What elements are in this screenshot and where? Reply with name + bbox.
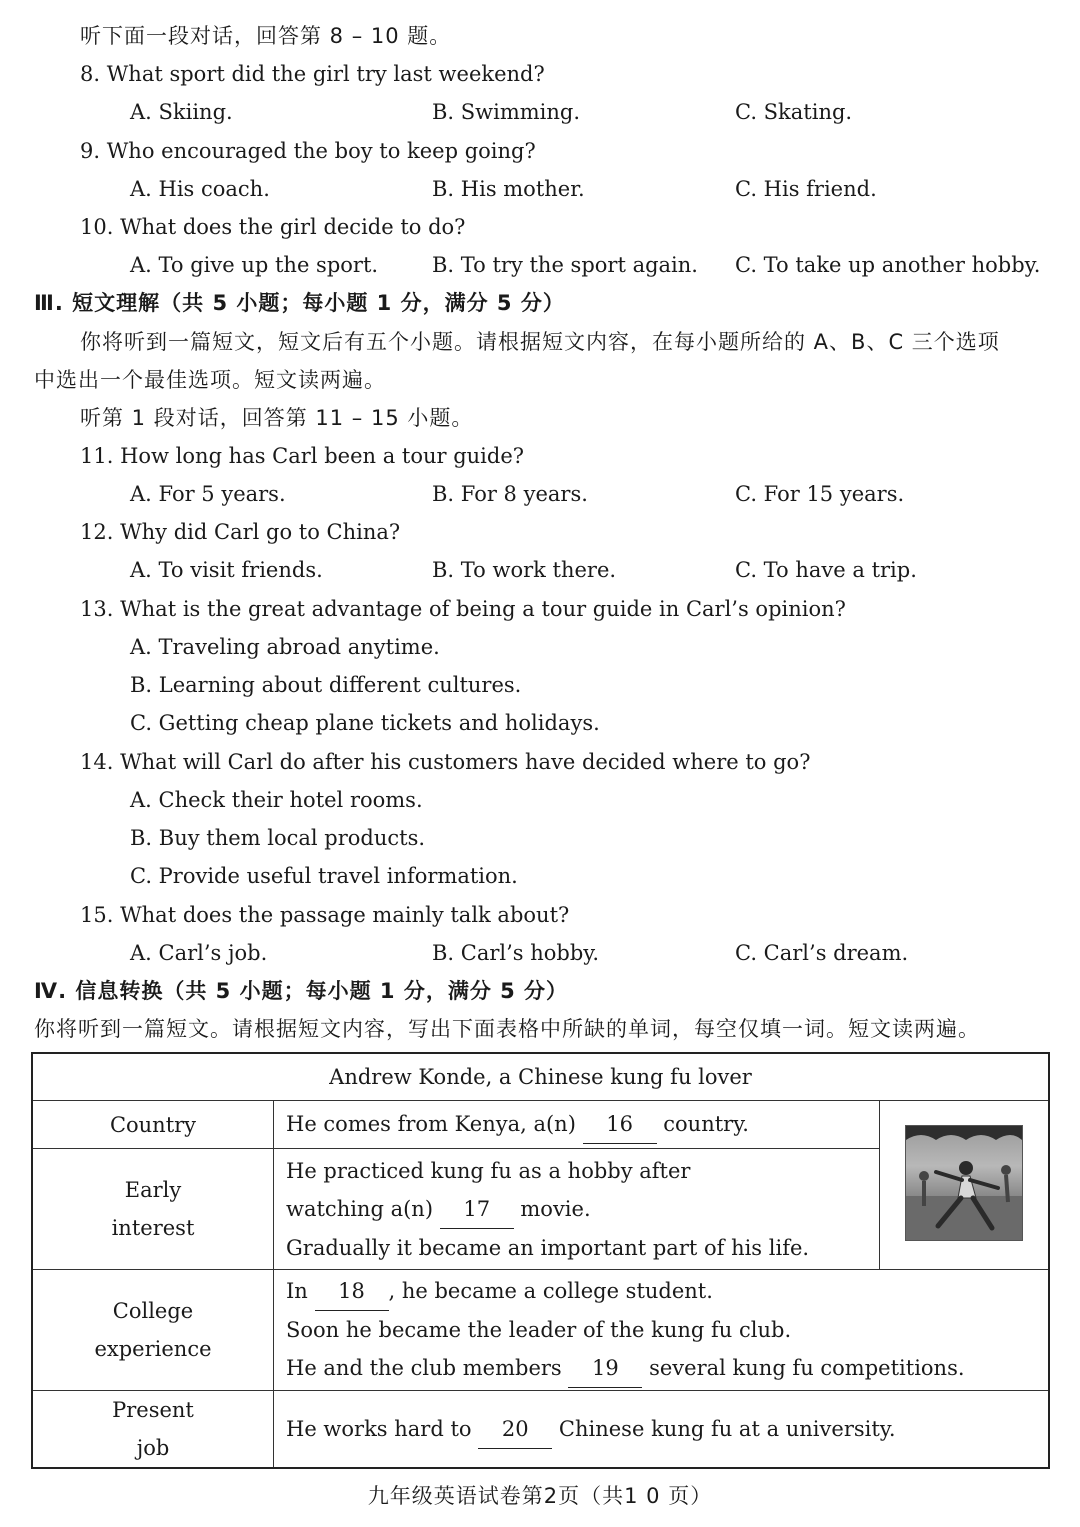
q11-option-c: C. For 15 years.	[735, 482, 905, 506]
q14-option-c: C. Provide useful travel information.	[130, 864, 518, 888]
q14-stem: 14. What will Carl do after his customers have decided where to go?	[80, 750, 811, 774]
present-job-label: Present job	[32, 1391, 274, 1469]
college-experience-content: In 18 , he became a college student. Soon he became the leader of the kung fu club. He and the club members 19 several kung fu competitions.	[274, 1270, 1050, 1391]
early-interest-label: Early interest	[32, 1149, 274, 1270]
info-table	[31, 1052, 1050, 1469]
q8-option-b: B. Swimming.	[432, 100, 581, 124]
blank-17[interactable]: 17	[440, 1190, 514, 1229]
photo-cell	[880, 1101, 1050, 1270]
q10-option-b: B. To try the sport again.	[432, 253, 698, 277]
q8-stem: 8. What sport did the girl try last weekend?	[80, 62, 545, 86]
q10-option-a: A. To give up the sport.	[130, 253, 379, 277]
q8-option-c: C. Skating.	[735, 100, 853, 124]
q15-stem: 15. What does the passage mainly talk about?	[80, 903, 570, 927]
q9-option-b: B. His mother.	[432, 177, 585, 201]
q11-option-b: B. For 8 years.	[432, 482, 588, 506]
country-content: He comes from Kenya, a(n) 16 country.	[274, 1101, 880, 1149]
q14-option-b: B. Buy them local products.	[130, 826, 426, 850]
q15-option-c: C. Carl’s dream.	[735, 941, 909, 965]
q12-option-a: A. To visit friends.	[130, 558, 323, 582]
q10-stem: 10. What does the girl decide to do?	[80, 215, 466, 239]
q9-option-c: C. His friend.	[735, 177, 877, 201]
college-experience-label: College experience	[32, 1270, 274, 1391]
section-3-title: Ⅲ. 短文理解（共 5 小题；每小题 1 分，满分 5 分）	[34, 291, 565, 315]
q15-option-b: B. Carl’s hobby.	[432, 941, 600, 965]
q11-stem: 11. How long has Carl been a tour guide?	[80, 444, 525, 468]
section-4-desc: 你将听到一篇短文。请根据短文内容，写出下面表格中所缺的单词，每空仅填一词。短文读两遍。	[34, 1017, 980, 1041]
page-footer: 九年级英语试卷第2页（共1 0 页）	[367, 1484, 713, 1508]
blank-19[interactable]: 19	[568, 1349, 642, 1388]
q13-stem: 13. What is the great advantage of being a tour guide in Carl’s opinion?	[80, 597, 846, 621]
country-label: Country	[32, 1101, 274, 1149]
q11-option-a: A. For 5 years.	[130, 482, 286, 506]
section-3-desc-1: 你将听到一篇短文，短文后有五个小题。请根据短文内容，在每小题所给的 A、B、C 三个选项	[80, 330, 1000, 354]
q14-option-a: A. Check their hotel rooms.	[130, 788, 423, 812]
table-title: Andrew Konde, a Chinese kung fu lover	[32, 1053, 1049, 1101]
q10-option-c: C. To take up another hobby.	[735, 253, 1041, 277]
blank-20[interactable]: 20	[478, 1410, 552, 1449]
q15-option-a: A. Carl’s job.	[130, 941, 268, 965]
kung-fu-photo	[905, 1125, 1023, 1241]
blank-18[interactable]: 18	[315, 1272, 389, 1311]
q8-option-a: A. Skiing.	[130, 100, 233, 124]
early-interest-content: He practiced kung fu as a hobby after watching a(n) 17 movie. Gradually it became an important part of his life.	[274, 1149, 880, 1270]
present-job-content: He works hard to 20 Chinese kung fu at a university.	[274, 1391, 1050, 1469]
blank-16[interactable]: 16	[583, 1105, 657, 1144]
q12-option-b: B. To work there.	[432, 558, 617, 582]
q12-stem: 12. Why did Carl go to China?	[80, 520, 401, 544]
q8-10-intro: 听下面一段对话，回答第 8 – 10 题。	[80, 24, 452, 48]
section-3-intro: 听第 1 段对话，回答第 11 – 15 小题。	[80, 406, 474, 430]
q13-option-c: C. Getting cheap plane tickets and holidays.	[130, 711, 600, 735]
q13-option-a: A. Traveling abroad anytime.	[130, 635, 440, 659]
q12-option-c: C. To have a trip.	[735, 558, 917, 582]
q13-option-b: B. Learning about different cultures.	[130, 673, 522, 697]
section-3-desc-2: 中选出一个最佳选项。短文读两遍。	[34, 368, 386, 392]
section-4-title: Ⅳ. 信息转换（共 5 小题；每小题 1 分，满分 5 分）	[34, 979, 569, 1003]
q9-stem: 9. Who encouraged the boy to keep going?	[80, 139, 536, 163]
q9-option-a: A. His coach.	[130, 177, 270, 201]
